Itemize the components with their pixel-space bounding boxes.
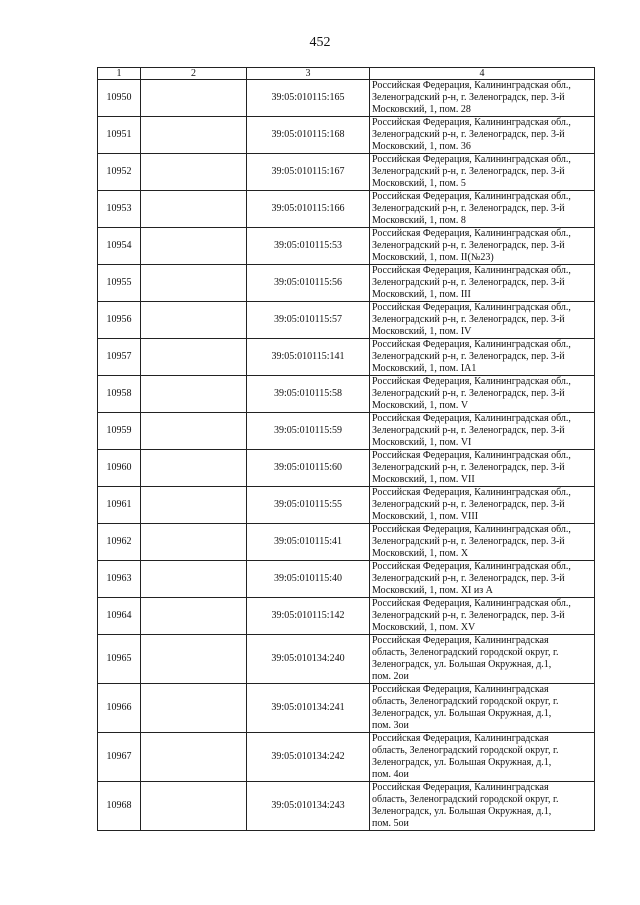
address-line: Российская Федерация, Калининградская bbox=[372, 684, 549, 695]
address-cell bbox=[370, 733, 595, 782]
address-line: Московский, 1, пом. 36 bbox=[372, 141, 471, 152]
address-cell bbox=[370, 80, 595, 117]
address-line: пом. 5ои bbox=[372, 818, 409, 829]
row-column-2 bbox=[141, 524, 247, 561]
table-row bbox=[98, 80, 595, 117]
address-line: Российская Федерация, Калининградская обл., bbox=[372, 154, 571, 165]
address-line: Зеленоградский р-н, г. Зеленоградск, пер. 3-й bbox=[372, 425, 565, 436]
row-column-2 bbox=[141, 733, 247, 782]
address-cell bbox=[370, 598, 595, 635]
address-line: Российская Федерация, Калининградская обл., bbox=[372, 117, 571, 128]
address-line: Московский, 1, пом. IA1 bbox=[372, 363, 477, 374]
address-line: Российская Федерация, Калининградская обл., bbox=[372, 450, 571, 461]
column-header-2: 2 bbox=[141, 68, 247, 80]
address-line: пом. 2ои bbox=[372, 671, 409, 682]
table-row bbox=[98, 339, 595, 376]
row-column-2 bbox=[141, 80, 247, 117]
table-row bbox=[98, 265, 595, 302]
address-line: Московский, 1, пом. 5 bbox=[372, 178, 466, 189]
address-line: Российская Федерация, Калининградская обл., bbox=[372, 561, 571, 572]
address-line: Зеленоградский р-н, г. Зеленоградск, пер. 3-й bbox=[372, 166, 565, 177]
address-line: Зеленоградский р-н, г. Зеленоградск, пер. 3-й bbox=[372, 314, 565, 325]
row-number: 10968 bbox=[98, 782, 141, 831]
cadastral-number: 39:05:010115:165 bbox=[247, 80, 370, 117]
cadastral-number: 39:05:010115:58 bbox=[247, 376, 370, 413]
cadastral-number: 39:05:010115:141 bbox=[247, 339, 370, 376]
table-row bbox=[98, 635, 595, 684]
address-cell bbox=[370, 265, 595, 302]
address-cell bbox=[370, 684, 595, 733]
address-line: Российская Федерация, Калининградская bbox=[372, 733, 549, 744]
address-line: Московский, 1, пом. VII bbox=[372, 474, 475, 485]
address-cell bbox=[370, 154, 595, 191]
address-line: Московский, 1, пом. III bbox=[372, 289, 471, 300]
address-line: Зеленоградск, ул. Большая Окружная, д.1, bbox=[372, 659, 552, 670]
address-line: Московский, 1, пом. 28 bbox=[372, 104, 471, 115]
address-line: Российская Федерация, Калининградская обл., bbox=[372, 524, 571, 535]
row-column-2 bbox=[141, 117, 247, 154]
address-line: Российская Федерация, Калининградская обл., bbox=[372, 339, 571, 350]
address-line: Московский, 1, пом. VI bbox=[372, 437, 472, 448]
cadastral-number: 39:05:010115:40 bbox=[247, 561, 370, 598]
address-cell bbox=[370, 413, 595, 450]
address-cell bbox=[370, 487, 595, 524]
address-line: Российская Федерация, Калининградская bbox=[372, 782, 549, 793]
address-line: Московский, 1, пом. II(№23) bbox=[372, 252, 494, 263]
row-column-2 bbox=[141, 450, 247, 487]
row-number: 10967 bbox=[98, 733, 141, 782]
address-line: Московский, 1, пом. XI из А bbox=[372, 585, 493, 596]
cadastral-number: 39:05:010115:59 bbox=[247, 413, 370, 450]
row-number: 10960 bbox=[98, 450, 141, 487]
row-column-2 bbox=[141, 598, 247, 635]
row-number: 10961 bbox=[98, 487, 141, 524]
address-cell bbox=[370, 376, 595, 413]
table-row bbox=[98, 191, 595, 228]
row-column-2 bbox=[141, 376, 247, 413]
address-line: Зеленоградск, ул. Большая Окружная, д.1, bbox=[372, 708, 552, 719]
address-line: Зеленоградский р-н, г. Зеленоградск, пер. 3-й bbox=[372, 610, 565, 621]
row-column-2 bbox=[141, 191, 247, 228]
row-number: 10957 bbox=[98, 339, 141, 376]
address-line: Московский, 1, пом. XV bbox=[372, 622, 476, 633]
cadastral-number: 39:05:010115:53 bbox=[247, 228, 370, 265]
address-line: Зеленоградский р-н, г. Зеленоградск, пер. 3-й bbox=[372, 129, 565, 140]
column-header-1: 1 bbox=[98, 68, 141, 80]
address-line: Российская Федерация, Калининградская обл., bbox=[372, 598, 571, 609]
table-row bbox=[98, 302, 595, 339]
cadastral-number: 39:05:010115:168 bbox=[247, 117, 370, 154]
table-row bbox=[98, 782, 595, 831]
address-cell bbox=[370, 302, 595, 339]
address-cell bbox=[370, 524, 595, 561]
address-line: область, Зеленоградский городской округ, г. bbox=[372, 745, 559, 756]
row-column-2 bbox=[141, 561, 247, 598]
address-line: Московский, 1, пом. V bbox=[372, 400, 469, 411]
row-column-2 bbox=[141, 228, 247, 265]
address-line: Российская Федерация, Калининградская обл., bbox=[372, 413, 571, 424]
row-number: 10952 bbox=[98, 154, 141, 191]
row-column-2 bbox=[141, 635, 247, 684]
row-column-2 bbox=[141, 684, 247, 733]
address-line: Зеленоградский р-н, г. Зеленоградск, пер. 3-й bbox=[372, 462, 565, 473]
table-row bbox=[98, 598, 595, 635]
address-line: область, Зеленоградский городской округ, г. bbox=[372, 794, 559, 805]
row-number: 10959 bbox=[98, 413, 141, 450]
address-line: Российская Федерация, Калининградская обл., bbox=[372, 80, 571, 91]
cadastral-number: 39:05:010134:243 bbox=[247, 782, 370, 831]
table-row bbox=[98, 154, 595, 191]
cadastral-number: 39:05:010134:240 bbox=[247, 635, 370, 684]
address-line: Зеленоградский р-н, г. Зеленоградск, пер. 3-й bbox=[372, 499, 565, 510]
row-number: 10956 bbox=[98, 302, 141, 339]
address-line: Российская Федерация, Калининградская обл., bbox=[372, 265, 571, 276]
address-cell bbox=[370, 339, 595, 376]
address-line: Зеленоградский р-н, г. Зеленоградск, пер. 3-й bbox=[372, 388, 565, 399]
address-cell bbox=[370, 450, 595, 487]
row-column-2 bbox=[141, 413, 247, 450]
table-row bbox=[98, 733, 595, 782]
row-column-2 bbox=[141, 265, 247, 302]
cadastral-number: 39:05:010115:56 bbox=[247, 265, 370, 302]
address-cell bbox=[370, 191, 595, 228]
address-cell bbox=[370, 635, 595, 684]
address-line: Зеленоградский р-н, г. Зеленоградск, пер. 3-й bbox=[372, 203, 565, 214]
row-column-2 bbox=[141, 487, 247, 524]
column-header-4: 4 bbox=[370, 68, 595, 80]
address-line: Зеленоградск, ул. Большая Окружная, д.1, bbox=[372, 806, 552, 817]
cadastral-number: 39:05:010115:57 bbox=[247, 302, 370, 339]
address-line: Российская Федерация, Калининградская bbox=[372, 635, 549, 646]
address-line: Московский, 1, пом. X bbox=[372, 548, 469, 559]
row-number: 10966 bbox=[98, 684, 141, 733]
row-number: 10962 bbox=[98, 524, 141, 561]
address-line: Московский, 1, пом. 8 bbox=[372, 215, 466, 226]
cadastral-number: 39:05:010134:241 bbox=[247, 684, 370, 733]
table-row bbox=[98, 376, 595, 413]
address-cell bbox=[370, 228, 595, 265]
table-row bbox=[98, 117, 595, 154]
table-row bbox=[98, 413, 595, 450]
row-column-2 bbox=[141, 339, 247, 376]
address-line: Московский, 1, пом. IV bbox=[372, 326, 472, 337]
table-row bbox=[98, 561, 595, 598]
row-column-2 bbox=[141, 302, 247, 339]
row-number: 10964 bbox=[98, 598, 141, 635]
row-column-2 bbox=[141, 154, 247, 191]
registry-table bbox=[97, 67, 595, 831]
address-line: Зеленоградский р-н, г. Зеленоградск, пер. 3-й bbox=[372, 240, 565, 251]
table-row bbox=[98, 228, 595, 265]
cadastral-number: 39:05:010115:167 bbox=[247, 154, 370, 191]
address-cell bbox=[370, 561, 595, 598]
address-line: Зеленоградский р-н, г. Зеленоградск, пер. 3-й bbox=[372, 351, 565, 362]
address-line: Российская Федерация, Калининградская обл., bbox=[372, 302, 571, 313]
table-header-row bbox=[98, 68, 595, 80]
address-cell bbox=[370, 117, 595, 154]
row-number: 10950 bbox=[98, 80, 141, 117]
cadastral-number: 39:05:010115:166 bbox=[247, 191, 370, 228]
address-line: Российская Федерация, Калининградская обл., bbox=[372, 487, 571, 498]
column-header-3: 3 bbox=[247, 68, 370, 80]
page-number: 452 bbox=[309, 35, 331, 50]
address-line: Зеленоградский р-н, г. Зеленоградск, пер. 3-й bbox=[372, 92, 565, 103]
address-line: Российская Федерация, Калининградская обл., bbox=[372, 228, 571, 239]
row-number: 10953 bbox=[98, 191, 141, 228]
address-line: Зеленоградский р-н, г. Зеленоградск, пер. 3-й bbox=[372, 277, 565, 288]
address-line: пом. 4ои bbox=[372, 769, 409, 780]
address-line: Зеленоградский р-н, г. Зеленоградск, пер. 3-й bbox=[372, 573, 565, 584]
row-number: 10951 bbox=[98, 117, 141, 154]
address-line: Зеленоградский р-н, г. Зеленоградск, пер. 3-й bbox=[372, 536, 565, 547]
cadastral-number: 39:05:010115:41 bbox=[247, 524, 370, 561]
row-number: 10954 bbox=[98, 228, 141, 265]
address-line: Московский, 1, пом. VIII bbox=[372, 511, 479, 522]
address-line: Зеленоградск, ул. Большая Окружная, д.1, bbox=[372, 757, 552, 768]
address-line: Российская Федерация, Калининградская обл., bbox=[372, 376, 571, 387]
cadastral-number: 39:05:010115:142 bbox=[247, 598, 370, 635]
table-row bbox=[98, 524, 595, 561]
address-cell bbox=[370, 782, 595, 831]
cadastral-number: 39:05:010115:60 bbox=[247, 450, 370, 487]
table-body bbox=[98, 80, 595, 831]
table-row bbox=[98, 487, 595, 524]
cadastral-number: 39:05:010115:55 bbox=[247, 487, 370, 524]
row-number: 10958 bbox=[98, 376, 141, 413]
row-number: 10965 bbox=[98, 635, 141, 684]
address-line: Российская Федерация, Калининградская обл., bbox=[372, 191, 571, 202]
table-row bbox=[98, 684, 595, 733]
address-line: пом. 3ои bbox=[372, 720, 409, 731]
address-line: область, Зеленоградский городской округ, г. bbox=[372, 647, 559, 658]
row-number: 10963 bbox=[98, 561, 141, 598]
cadastral-number: 39:05:010134:242 bbox=[247, 733, 370, 782]
row-column-2 bbox=[141, 782, 247, 831]
address-line: область, Зеленоградский городской округ, г. bbox=[372, 696, 559, 707]
table-row bbox=[98, 450, 595, 487]
row-number: 10955 bbox=[98, 265, 141, 302]
